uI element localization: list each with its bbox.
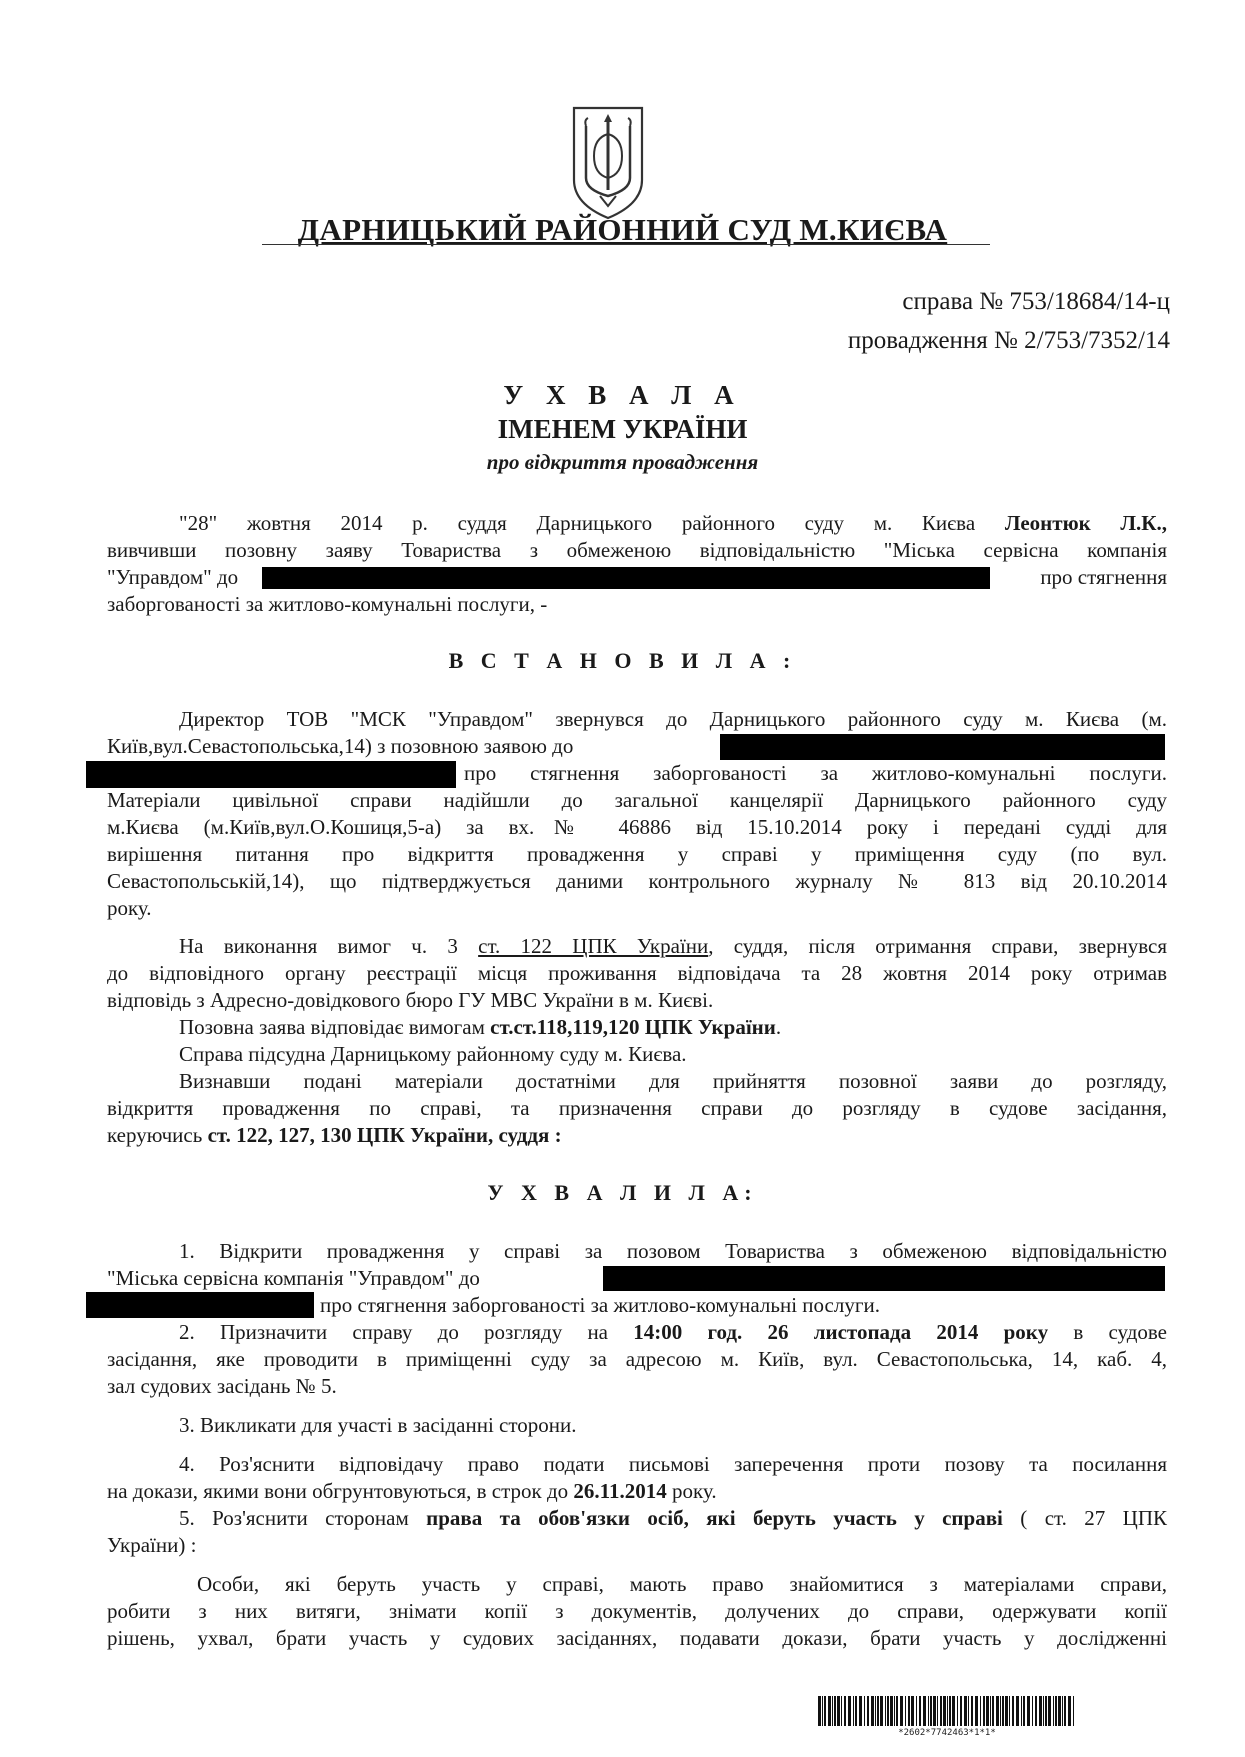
barcode-bar [832, 1696, 833, 1726]
judge-name: Леонтюк Л.К., [1004, 511, 1168, 535]
barcode-bar [1027, 1696, 1030, 1726]
barcode-bar [930, 1696, 932, 1726]
barcode-bar [885, 1696, 886, 1726]
decided-p3: 3. Викликати для участі в засіданні сторони. [179, 1413, 577, 1437]
barcode-bar [957, 1696, 958, 1726]
barcode-bar [905, 1696, 906, 1726]
intro-line-3: "Управдом" до [107, 565, 239, 589]
established-line-12: Позовна заява відповідає вимогам ст.ст.118,119,120 ЦПК України. [179, 1015, 782, 1039]
barcode-bar [983, 1696, 985, 1726]
barcode [818, 1696, 1076, 1726]
document-subject: про відкриття провадження [486, 450, 759, 474]
barcode-bar [837, 1696, 840, 1726]
barcode-bar [928, 1696, 929, 1726]
case-numbers [700, 282, 1170, 360]
established-line-13: Справа підсудна Дарницькому районному суду м. Києва. [179, 1042, 687, 1066]
barcode-bar [818, 1696, 821, 1726]
barcode-bar [1048, 1696, 1051, 1726]
established-line-7: Севастопольській,14), що підтверджується даними контрольного журналу № 813 від 20.10.2014 [107, 869, 1167, 893]
redacted-defendant-4 [603, 1266, 1165, 1291]
decided-p4-line-1: 4. Роз'яснити відповідачу право подати письмові заперечення проти позову та посилання [179, 1452, 1167, 1476]
header-divider [262, 244, 990, 245]
barcode-bar [1032, 1696, 1033, 1726]
barcode-bar [880, 1696, 883, 1726]
decided-p5-line-1: 5. Роз'яснити сторонам права та обов'язки осіб, які беруть участь у справі ( ст. 27 ЦПК [179, 1506, 1168, 1530]
barcode-bar [1053, 1696, 1054, 1726]
barcode-bar [1009, 1696, 1010, 1726]
barcode-bar [855, 1696, 857, 1726]
barcode-bar [1058, 1696, 1061, 1726]
barcode-bar [848, 1696, 851, 1726]
decided-p6-line-1: Особи, які беруть участь у справі, мають право знайомитися з матеріалами справи, [197, 1572, 1167, 1596]
barcode-bar [841, 1696, 842, 1726]
established-line-15: відкриття провадження по справі, та призначення справи до розгляду в судове засідання, [107, 1096, 1167, 1120]
barcode-bar [859, 1696, 862, 1726]
barcode-bar [986, 1696, 989, 1726]
barcode-bar [1062, 1696, 1063, 1726]
barcode-bar [1039, 1696, 1042, 1726]
intro-line-2: вивчивши позовну заяву Товариства з обмеженою відповідальністю "Міська сервісна компанія [107, 538, 1167, 562]
case-number: справа № 753/18684/14-ц [902, 288, 1170, 315]
barcode-bar [952, 1696, 955, 1726]
barcode-bar [894, 1696, 895, 1726]
redacted-defendant-5 [86, 1292, 314, 1318]
court-name: ДАРНИЦЬКИЙ РАЙОННИЙ СУД М.КИЄВА [297, 212, 948, 247]
barcode-bar [1045, 1696, 1047, 1726]
barcode-bar [828, 1696, 831, 1726]
established-line-14: Визнавши подані матеріали достатніми для прийняття позовної заяви до розгляду, [179, 1069, 1167, 1093]
decided-p6-line-2: робити з них витяги, знімати копії з документів, долучених до справи, одержувати копії [107, 1599, 1167, 1623]
barcode-bar [867, 1696, 869, 1726]
barcode-bar [844, 1696, 846, 1726]
barcode-text: *2602*7742463*1*1* [898, 1728, 996, 1738]
intro-line-1: "28" жовтня 2014 р. суддя Дарницького районного суду м. Києва Леонтюк Л.К., [179, 511, 1168, 535]
decided-p2-line-3: зал судових засідань № 5. [107, 1374, 337, 1398]
established-line-4: Матеріали цивільної справи надійшли до загальної канцелярії Дарницького районного суду [107, 788, 1167, 812]
decided-p2-line-2: засідання, яке проводити в приміщенні суду за адресою м. Київ, вул. Севастопольська, 14, каб. 4, [107, 1347, 1167, 1371]
barcode-bar [996, 1696, 999, 1726]
proceeding-number: провадження № 2/753/7352/14 [847, 327, 1170, 354]
barcode-bar [1073, 1696, 1074, 1726]
established-line-9: На виконання вимог ч. 3 ст. 122 ЦПК України, суддя, після отримання справи, звернувся [179, 934, 1167, 958]
established-heading: В С Т А Н О В И Л А : [448, 648, 797, 673]
barcode-bar [916, 1696, 917, 1726]
barcode-bar [871, 1696, 874, 1726]
barcode-bar [964, 1696, 967, 1726]
barcode-bar [875, 1696, 876, 1726]
barcode-bar [937, 1696, 938, 1726]
established-line-2: Київ,вул.Севастопольська,14) з позовною заявою до [107, 734, 574, 758]
barcode-bar [1016, 1696, 1019, 1726]
barcode-bar [923, 1696, 926, 1726]
barcode-bar [853, 1696, 854, 1726]
intro-line-4: заборгованості за житлово-комунальні послуги, - [107, 592, 548, 616]
barcode-bar [1023, 1696, 1025, 1726]
decided-p1-line-1: 1. Відкрити провадження у справі за позовом Товариства з обмеженою відповідальністю [179, 1239, 1167, 1263]
barcode-bar [960, 1696, 962, 1726]
decided-p2-line-1: 2. Призначити справу до розгляду на 14:00 год. 26 листопада 2014 року в судове [179, 1320, 1168, 1344]
barcode-bar [834, 1696, 836, 1726]
barcode-bar [1064, 1696, 1066, 1726]
barcode-bar [1000, 1696, 1001, 1726]
barcode-bar [824, 1696, 826, 1726]
established-line-10: до відповідного органу реєстрації місця проживання відповідача та 28 жовтня 2014 року отримав [107, 961, 1167, 985]
ruling-date: "28" жовтня 2014 р. [179, 511, 428, 535]
barcode-bar [1012, 1696, 1014, 1726]
established-line-1: Директор ТОВ "МСК "Управдом" звернувся до Дарницького районного суду м. Києва (м. [179, 707, 1167, 731]
established-line-16: керуючись ст. 122, 127, 130 ЦПК України, суддя : [107, 1123, 562, 1147]
law-link-art-122[interactable]: ст. 122 ЦПК України [478, 934, 709, 958]
barcode-bar [890, 1696, 893, 1726]
barcode-bar [1068, 1696, 1071, 1726]
decided-heading: У Х В А Л И Л А: [487, 1180, 758, 1205]
document-kind: У Х В А Л А [503, 380, 742, 410]
barcode-bar [1005, 1696, 1008, 1726]
barcode-bar [943, 1696, 946, 1726]
barcode-bar [919, 1696, 921, 1726]
established-line-8: року. [107, 896, 152, 920]
barcode-bar [975, 1696, 978, 1726]
document-heading: ІМЕНЕМ УКРАЇНИ [497, 414, 748, 444]
barcode-bar [980, 1696, 981, 1726]
barcode-bar [877, 1696, 879, 1726]
barcode-bar [990, 1696, 991, 1726]
trident-emblem-icon [570, 104, 646, 222]
barcode-bar [911, 1696, 914, 1726]
decided-p6-line-3: рішень, ухвал, брати участь у судових засіданнях, подавати докази, брати участь у дослідженні [107, 1626, 1167, 1650]
redacted-defendant-2 [720, 734, 1165, 760]
barcode-bar [1002, 1696, 1004, 1726]
barcode-bar [1035, 1696, 1037, 1726]
barcode-bar [940, 1696, 942, 1726]
barcode-bar [933, 1696, 936, 1726]
barcode-bar [947, 1696, 948, 1726]
redacted-defendant-1 [262, 567, 990, 589]
barcode-bar [887, 1696, 889, 1726]
intro-line-3-end: про стягнення [1040, 565, 1167, 589]
barcode-bar [1055, 1696, 1057, 1726]
barcode-bar [896, 1696, 898, 1726]
decided-p5-line-2: України) : [107, 1533, 197, 1557]
decided-p1-line-2: "Міська сервісна компанія "Управдом" до [107, 1266, 480, 1290]
objection-deadline: 26.11.2014 [573, 1479, 667, 1503]
barcode-bar [908, 1696, 910, 1726]
established-line-5: м.Києва (м.Київ,вул.О.Кошиця,5-а) за вх.№ 46886 від 15.10.2014 року і передані судді для [107, 815, 1167, 839]
hearing-datetime: 14:00 год. 26 листопада 2014 року [633, 1320, 1049, 1344]
barcode-bar [992, 1696, 994, 1726]
barcode-bar [971, 1696, 973, 1726]
barcode-bar [1021, 1696, 1022, 1726]
barcode-bar [949, 1696, 951, 1726]
redacted-defendant-3 [86, 761, 456, 788]
barcode-bar [968, 1696, 969, 1726]
barcode-bar [822, 1696, 823, 1726]
barcode-bar [864, 1696, 865, 1726]
established-line-3: про стягнення заборгованості за житлово-комунальні послуги. [464, 761, 1167, 785]
barcode-bar [1043, 1696, 1044, 1726]
established-line-11: відповідь з Адресно-довідкового бюро ГУ МВС України в м. Києві. [107, 988, 714, 1012]
decided-p4-line-2: на докази, якими вони обгрунтовуються, в строк до 26.11.2014 року. [107, 1479, 717, 1503]
barcode-bar [900, 1696, 903, 1726]
decided-p1-line-3: про стягнення заборгованості за житлово-комунальні послуги. [320, 1293, 880, 1317]
established-line-6: вирішення питання про відкриття провадження у справі у приміщення суду (по вул. [107, 842, 1167, 866]
